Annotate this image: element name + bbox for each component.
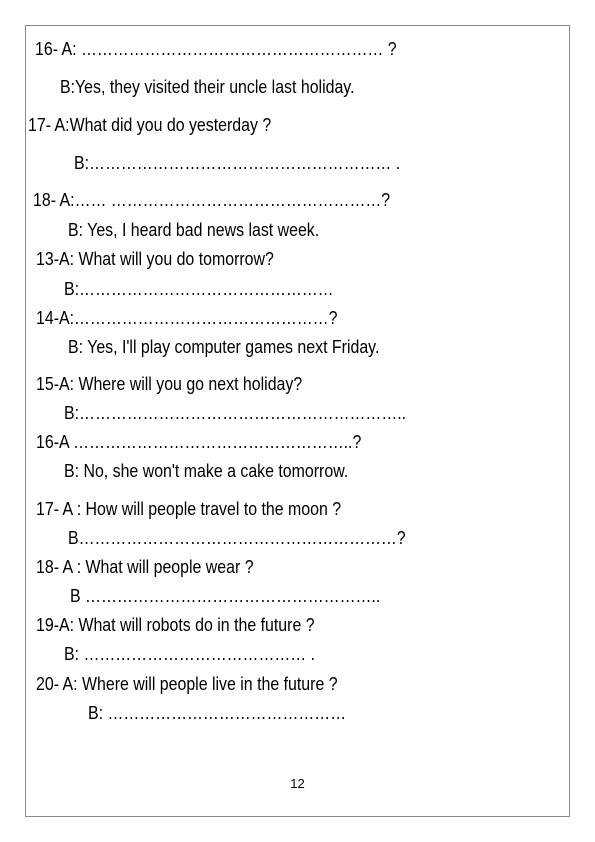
question-19-a: 19-A: What will robots do in the future ? [36,614,315,635]
answer-18b-b: B ……………………………………………….. [70,585,381,606]
question-13-a: 13-A: What will you do tomorrow? [36,248,274,269]
answer-18-b: B: Yes, I heard bad news last week. [68,219,320,240]
answer-17b-b: B……………………………………………………? [68,527,406,548]
answer-13-b: B:………………………………………… [64,278,334,299]
question-18-a: 18- A:…… ……………………………………………? [33,189,391,210]
question-14-a: 14-A:…………………………………………? [36,307,338,328]
answer-15-b: B:…………………………………………………….. [64,402,407,423]
answer-16-b: B:Yes, they visited their uncle last holiday. [60,76,355,97]
question-16b-a: 16-A ……………………………………………..? [36,431,362,452]
question-18b-a: 18- A : What will people wear ? [36,556,254,577]
answer-16b-b: B: No, she won't make a cake tomorrow. [64,460,349,481]
answer-14-b: B: Yes, I'll play computer games next Friday. [68,336,380,357]
question-16-a: 16- A: ………………………………………………… ? [35,38,397,59]
answer-19-b: B: …………………………………… . [64,643,316,664]
answer-17-b: B:………………………………………………… . [74,152,401,173]
question-20-a: 20- A: Where will people live in the future ? [36,673,338,694]
question-17b-a: 17- A : How will people travel to the moon ? [36,498,342,519]
page-number: 12 [290,776,305,791]
answer-20-b: B: ……………………………………… [88,702,347,723]
question-15-a: 15-A: Where will you go next holiday? [36,373,303,394]
question-17-a: 17- A:What did you do yesterday ? [28,114,272,135]
